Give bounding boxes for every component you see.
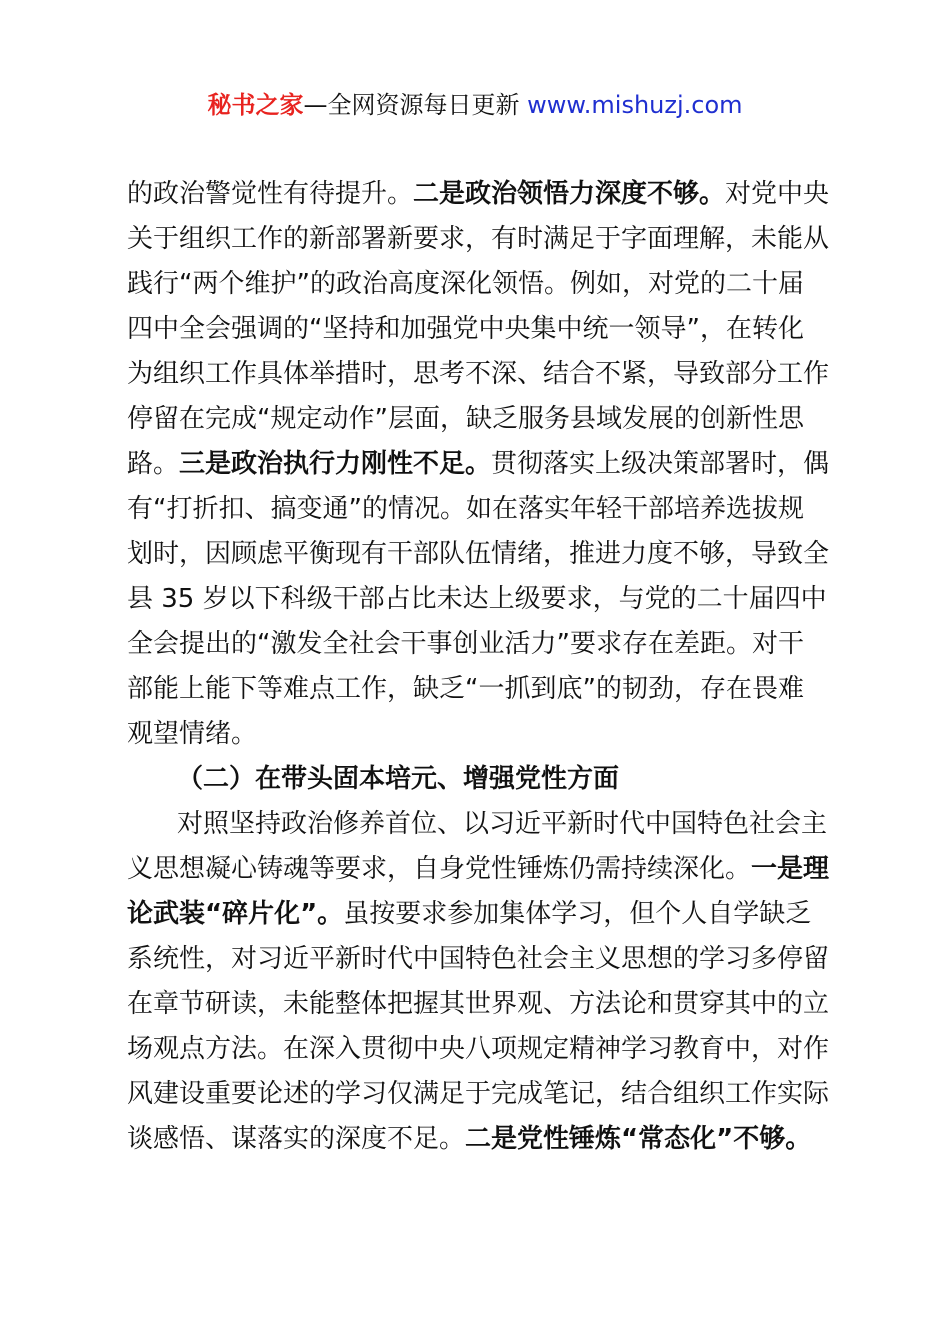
- text-line: 有“打折扣、搞变通”的情况。如在落实年轻干部培养选拔规: [127, 494, 804, 524]
- text-line: 全会提出的“激发全社会干事创业活力”要求存在差距。对干: [127, 629, 804, 659]
- text-line: 的政治警觉性有待提升。二是政治领悟力深度不够。对党中央: [127, 179, 830, 209]
- text-line: 谈感悟、谋落实的深度不足。二是党性锤炼“常态化”不够。: [127, 1124, 812, 1154]
- text-line: 四中全会强调的“坚持和加强党中央集中统一领导”，在转化: [127, 314, 804, 344]
- text-line: 义思想凝心铸魂等要求，自身党性锤炼仍需持续深化。一是理: [127, 854, 830, 884]
- text-line: 风建设重要论述的学习仅满足于完成笔记，结合组织工作实际: [127, 1079, 830, 1109]
- document-body: [127, 172, 835, 1162]
- section-heading: （二）在带头固本培元、增强党性方面: [177, 764, 620, 794]
- text-line: 场观点方法。在深入贯彻中央八项规定精神学习教育中，对作: [127, 1034, 830, 1064]
- text-line: 观望情绪。: [127, 719, 258, 749]
- text-line: 路。三是政治执行力刚性不足。贯彻落实上级决策部署时，偶: [127, 449, 830, 479]
- text-line: 对照坚持政治修养首位、以习近平新时代中国特色社会主: [177, 809, 828, 839]
- text-line: 停留在完成“规定动作”层面，缺乏服务县域发展的创新性思: [127, 404, 804, 434]
- text-line: 为组织工作具体举措时，思考不深、结合不紧，导致部分工作: [127, 359, 830, 389]
- brand-name: 秘书之家: [207, 91, 304, 119]
- text-line: 部能上能下等难点工作，缺乏“一抓到底”的韧劲，存在畏难: [127, 674, 804, 704]
- text-line: 系统性，对习近平新时代中国特色社会主义思想的学习多停留: [127, 944, 830, 974]
- text-line: 关于组织工作的新部署新要求，有时满足于字面理解，未能从: [127, 224, 830, 254]
- text-line: 县 35 岁以下科级干部占比未达上级要求，与党的二十届四中: [127, 584, 827, 614]
- text-line: 论武装“碎片化”。虽按要求参加集体学习，但个人自学缺乏: [127, 899, 812, 929]
- site-url[interactable]: www.mishuzj.com: [527, 91, 743, 119]
- text-line: 划时，因顾虑平衡现有干部队伍情绪，推进力度不够，导致全: [127, 539, 830, 569]
- page-header: [0, 88, 950, 122]
- header-tagline: —全网资源每日更新: [303, 91, 528, 119]
- text-line: 在章节研读，未能整体把握其世界观、方法论和贯穿其中的立: [127, 989, 830, 1019]
- text-line: 践行“两个维护”的政治高度深化领悟。例如，对党的二十届: [127, 269, 804, 299]
